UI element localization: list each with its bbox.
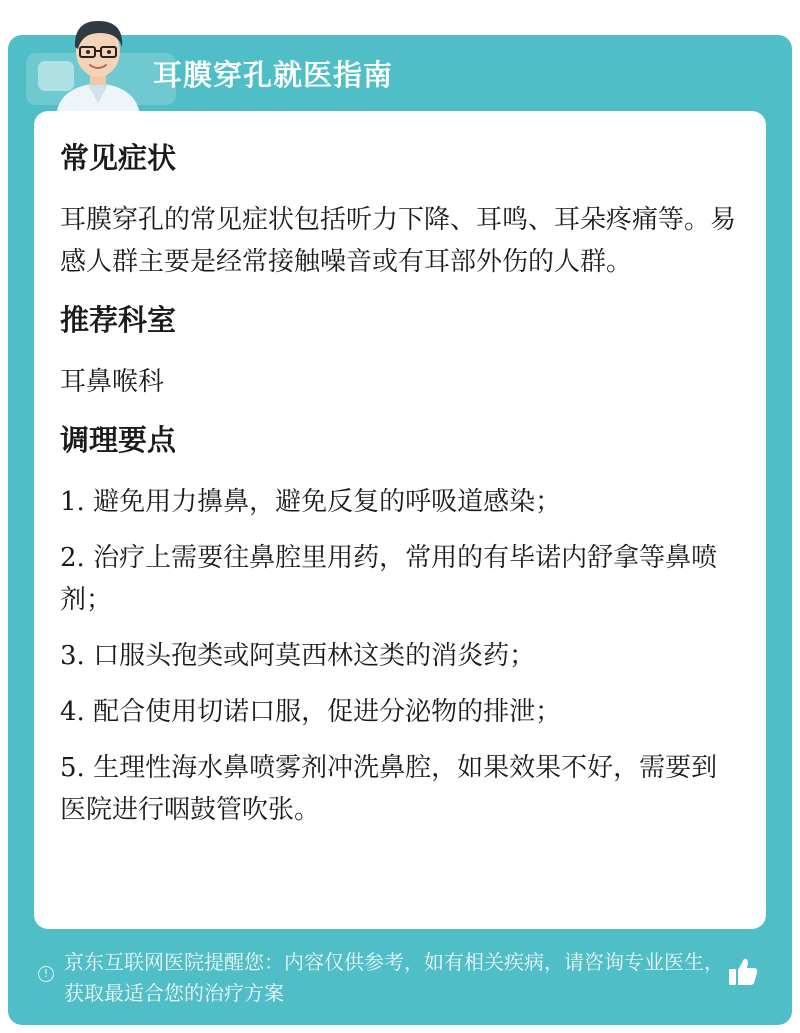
list-item-text: 生理性海水鼻喷雾剂冲洗鼻腔，如果效果不好，需要到医院进行咽鼓管吹张。	[60, 753, 718, 825]
disclaimer-footer	[34, 943, 774, 1023]
list-item-text: 口服头孢类或阿莫西林这类的消炎药；	[93, 641, 536, 671]
section-body-department: 耳鼻喉科	[60, 367, 165, 397]
section-title-department: 推荐科室	[60, 303, 177, 337]
info-icon: !	[38, 966, 54, 982]
list-item-number: 2.	[60, 543, 85, 573]
thumbs-up-icon[interactable]	[726, 955, 760, 989]
list-item	[60, 635, 740, 677]
content-card	[34, 111, 766, 929]
list-item	[60, 481, 740, 523]
list-item-text: 配合使用切诺口服，促进分泌物的排泄；	[93, 697, 562, 727]
section-body-symptoms: 耳膜穿孔的常见症状包括听力下降、耳鸣、耳朵疼痛等。易感人群主要是经常接触噪音或有耳部外伤的人群。	[60, 205, 737, 277]
list-item-number: 5.	[60, 753, 85, 783]
list-item-number: 3.	[60, 641, 85, 671]
list-item-text: 治疗上需要往鼻腔里用药，常用的有毕诺内舒拿等鼻喷剂；	[60, 543, 718, 615]
list-item	[60, 747, 740, 831]
list-item	[60, 691, 740, 733]
section-title-care: 调理要点	[60, 423, 177, 457]
list-item-number: 1.	[60, 487, 85, 517]
guide-panel	[8, 35, 792, 1025]
list-item-text: 避免用力擤鼻，避免反复的呼吸道感染；	[93, 487, 562, 517]
disclaimer-text: 京东互联网医院提醒您：内容仅供参考，如有相关疾病，请咨询专业医生，获取最适合您的治疗方案	[64, 950, 724, 1005]
doctor-avatar	[48, 7, 148, 117]
list-item-number: 4.	[60, 697, 85, 727]
page-title: 耳膜穿孔就医指南	[153, 58, 394, 92]
section-title-symptoms: 常见症状	[60, 141, 177, 175]
list-item	[60, 537, 740, 621]
